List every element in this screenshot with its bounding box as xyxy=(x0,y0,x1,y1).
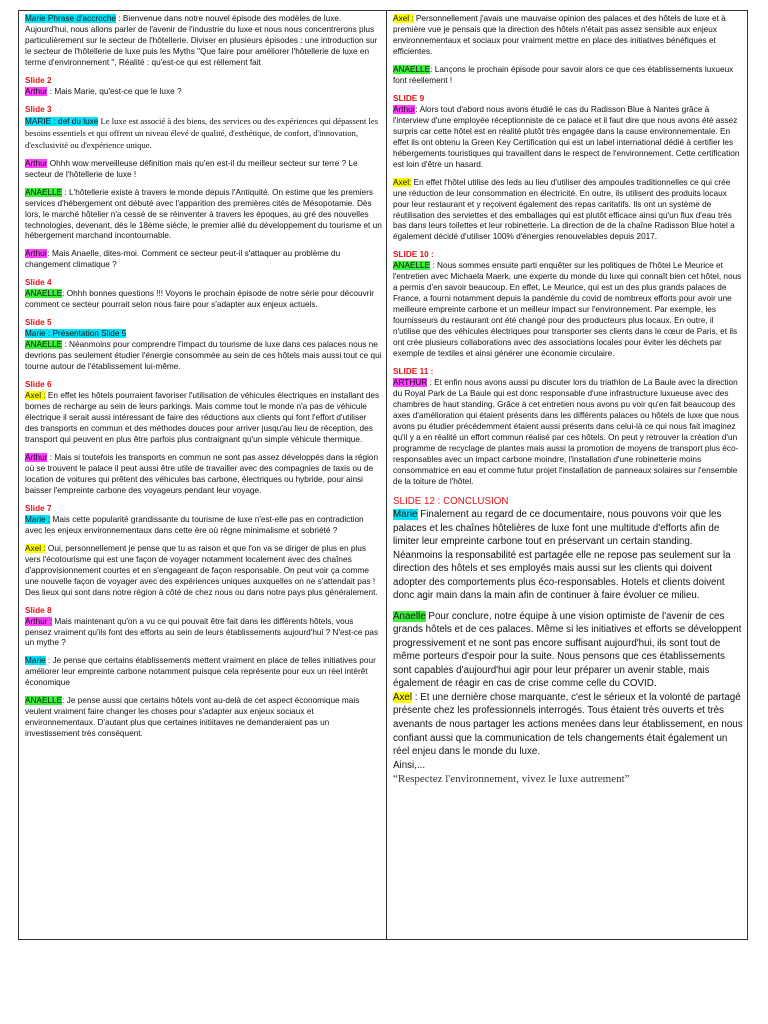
paragraph-text: : Et enfin nous avons aussi pu discuter lors du triathlon de La Baule avec la direction du Royal Park de La Baule qui est donc responsable d'une infrastructure luxueuse avec des chambres de haut standing. Grâce à cet entretien nous avons pu voir qu'en fait beaucoup des axes d'amélioration qui étaient présents dans les différents palaces ou hôtels de luxe que nous avons pu étudier précédemment étaient aussi présents dans celui-là ce qui nous fait imaginez qu'il y a en réalité un effort commun réalisé par ces hôtels. On peut y retrouver la création d'un programme de recyclage de plantes mais aussi la promotion de moyens de transport plus éco-responsables avec un impact carbone moindre, l'installation d'une robinetterie moins consommatrice en eau et comme futur projet l'installation de panneaux solaires sur l'ensemble de la toiture de l'hôtel. xyxy=(393,378,739,486)
speaker-label: Axel xyxy=(393,691,413,703)
paragraph xyxy=(25,329,382,340)
speaker-label: Arthur xyxy=(25,249,48,259)
paragraph-text: Oui, personnellement je pense que tu as raison et que l'on va se diriger de plus en plus vers l'écotourisme qui est une façon de voyager notamment localement avec des chaînes d'approvisionnement courtes et en s'engageant de façon responsable. On peut voir ça comme une nouvelle façon de voyager avec des expériences uniques auxquelles on ne s'attendait pas ! Des lieux qui sont dans notre région à côté de chez nous ou dans notre pays plus généralement. xyxy=(25,543,378,597)
paragraph xyxy=(25,340,382,373)
speaker-label: MARIE : def du luxe xyxy=(25,116,99,126)
speaker-label: ANAELLE xyxy=(25,696,63,706)
speaker-label: Marie Phrase d'accroche xyxy=(25,14,116,23)
speaker-label: Axel : xyxy=(25,391,46,401)
paragraph xyxy=(25,453,382,497)
speaker-label: Arthur xyxy=(393,104,416,114)
paragraph-text: : Je pense aussi que certains hôtels vont au-delà de cet aspect économique mais veulent vraiment faire changer les choses pour s'adapter aux enjeux sociaux et environnementaux. D'autant plus que certaines initiitaves ne demanderaient pas un investissement très conséquent. xyxy=(25,696,360,739)
closing-text: Ainsi,... xyxy=(393,759,426,771)
paragraph xyxy=(393,610,743,691)
paragraph xyxy=(25,249,382,271)
speaker-label: Arthur : xyxy=(25,616,53,626)
paragraph xyxy=(393,105,743,171)
paragraph-text: : Néanmoins pour comprendre l'impact du tourisme de luxe dans ces palaces nous ne devrions pas seulement étudier l'énergie consommée au sein de ces hôtels mais aussi tout ce qui tourne autour de l'établissement lui-même. xyxy=(25,340,382,372)
paragraph-text: En effet les hôtels pourraient favoriser l'utilisation de véhicules électriques en installant des bornes de recharge au sein de leurs parkings. Mais comme tout le monde n'a pas de véhicule électrique il serait aussi intéressant de faire des réductions aux clients qui font l'effort d'utiliser des transports en commun et des méthodes douces pour arriver jusqu'au lieu de réception, des transport qui peuvent en plus être parfois plus contraignant qu'un simple véhicule thermique. xyxy=(25,391,380,444)
paragraph-text: : Bienvenue dans notre nouvel épisode des modèles de luxe. Aujourd'hui, nous allons parler de l'avenir de l'industrie du luxe et nous nous concentrerons plus particulièrement sur le secteur de l'hôtellerie. Diviser en plusieurs épisodes : une introduction sur le secteur de l'hôtellerie de luxe puis les Myths "Que faire pour améliorer l'hôtellerie de luxe en terme d'environnement ", Réalité : qu'est-ce qui est rèllement fait xyxy=(25,14,378,67)
paragraph xyxy=(25,289,382,311)
paragraph-text: Le luxe est associé à des biens, des services ou des expériences qui dépassent les besoins essentiels et qui offrent un niveau élevé de qualité, d'esthétique, de confort, d'innovation, d'exclusivité ou d'expérience unique. xyxy=(25,115,379,150)
transcript-page xyxy=(18,10,748,940)
paragraph-text: Mais maintenant qu'on a vu ce qui pouvait être fait dans les différents hôtels, vous pensez vraiment qu'ils font des efforts au sein de leurs établissements aujourd'hui ? N'est-ce pas un mythe ? xyxy=(25,616,379,648)
paragraph xyxy=(25,515,382,537)
slide-heading: Slide 3 xyxy=(25,104,52,114)
paragraph xyxy=(393,378,743,488)
speaker-label: Marie xyxy=(25,656,46,666)
speaker-label: Axel : xyxy=(393,14,414,23)
speaker-label: Axel : xyxy=(25,543,46,553)
paragraph-text: Personnellement j'avais une mauvaise opinion des palaces et des hôtels de luxe et à première vue je pensais que la direction des hôtels n'était pas assez sensible aux enjeux environnementaux et sociaux pour vraiment mettre en place des initiatives bénéfiques et efficientes. xyxy=(393,14,726,56)
paragraph xyxy=(25,14,382,69)
speaker-label: ANAELLE xyxy=(393,64,431,74)
paragraph xyxy=(25,116,382,152)
paragraph-text: Mais cette popularité grandissante du tourisme de luxe n'est-elle pas en contradiction avec les enjeux environnementaux dans cette ère où règne minimalisme et sobriété ? xyxy=(25,514,364,535)
left-column xyxy=(19,11,387,939)
paragraph-text: : Lançons le prochain épisode pour savoir alors ce que ces établissements luxueux font réellement ! xyxy=(393,64,734,85)
paragraph-text: Finalement au regard de ce documentaire, nous pouvons voir que les palaces et les chaînes hôtelières de luxe font une multitude d'efforts afin de limiter leur empreinte carbone tout en préservant un certain standing. Néanmoins la responsabilité est partagée elle ne repose pas seulement sur la direction des hôtels et ses employés mais aussi sur les clients qui doivent adopter des comportements plus éco-responsables. Hotels et clients doivent donc agir main dans la main afin de continuer à faire évoluer ce milieu. xyxy=(393,509,731,602)
speaker-label: ARTHUR xyxy=(393,378,428,388)
paragraph-text: : Mais si toutefois les transports en commun ne sont pas assez développés dans la région où se trouvent le palace il peut aussi être utile de travailler avec des compagnies de taxis ou de location de voitures qui prêtent des véhicules bas carbone, électriques ou hybride, pour ainsi baisser l'empreinte carbone des voyageurs pendant leur voyage. xyxy=(25,452,379,495)
speaker-label: Marie : xyxy=(25,514,51,524)
slide-heading: Slide 2 xyxy=(25,75,52,85)
speaker-label: ANAELLE xyxy=(25,340,63,350)
slide-heading: SLIDE 11 : xyxy=(393,367,434,377)
speaker-label: Marie : Présentation Slide 5 xyxy=(25,329,127,339)
paragraph xyxy=(393,261,743,360)
slide-heading: Slide 5 xyxy=(25,318,52,328)
paragraph-text: : Mais Anaelle, dites-moi. Comment ce secteur peut-il s'attaquer au problème du changement climatique ? xyxy=(25,249,341,270)
speaker-label: ANAELLE xyxy=(25,289,63,299)
speaker-label: Anaelle xyxy=(393,610,426,622)
paragraph-text: : Mais Marie, qu'est-ce que le luxe ? xyxy=(47,86,182,96)
paragraph xyxy=(25,544,382,599)
paragraph-text: : L'hôtellerie existe à travers le monde depuis l'Antiquité. On estime que les premiers services d'hébergement ont débuté avec l'apparition des premières cités de Mésopotamie. Dès lors, le marché hôtelier n'a cessé de se réinventer à travers les époques, au gré des nouvelles technologies, devenant, dès le 18ème siècle, le premier allié du développement du tourisme et un hébergement marchand incontournable. xyxy=(25,187,382,241)
paragraph-text: : Ohhh bonnes questions !!! Voyons le prochain épisode de notre série pour découvrir comment ce secteur pourrait selon nous faire pour s'adapter aux enjeux actuels. xyxy=(25,289,375,310)
slide-heading: SLIDE 9 xyxy=(393,93,425,103)
speaker-label: Arthur xyxy=(25,158,48,168)
right-column xyxy=(387,11,747,939)
paragraph xyxy=(25,656,382,689)
paragraph xyxy=(393,178,743,244)
paragraph-text: : Je pense que certains établissements mettent vraiment en place de telles initiatives pour améliorer leur empreinte carbone notamment puisque cela représente pour eux un réel intérêt économique xyxy=(25,656,376,688)
paragraph xyxy=(25,87,382,98)
paragraph xyxy=(25,188,382,243)
speaker-label: Arthur xyxy=(25,86,48,96)
paragraph xyxy=(393,65,743,87)
paragraph xyxy=(393,691,743,759)
paragraph xyxy=(393,508,743,603)
paragraph-text: En effet l'hôtel utilise des leds au lieu d'utiliser des ampoules traditionnelles ce qui crée une réduction de leur consommation en électricité. En outre, ils utilisent des produits locaux pour leur restaurant et y reçoivent également des repas caritatifs. Ils ont un système de réutilisation des serviettes et des emballages qui est plutôt efficace ainsi qu'un flux d'eau très bas dans leurs toilettes et leur robinetterie. La direction de de la chaîne Radisson Blue hotel a également décidé d'utiliser 100% d'énergies renouvelables depuis 2017. xyxy=(393,177,735,242)
closing-quote: “Respectez l'environnement, vivez le luxe autrement” xyxy=(393,773,630,786)
paragraph xyxy=(393,14,743,58)
slide-heading: Slide 8 xyxy=(25,605,52,615)
paragraph-text: Pour conclure, notre équipe à une vision optimiste de l'avenir de ces grands hôtels et de ces palaces. Même si les initiatives et efforts se développent progressivement et ne sont pas encore suffisant aujourd'hui, ils sont tout de même porteurs d'espoir pour la suite. Nous pensons que ces établissements sont capables d'aujourd'hui agir pour leur préparer un avenir stable, mais également de réagir en cas de crise comme celle du COVID. xyxy=(393,610,742,690)
slide-heading: Slide 6 xyxy=(25,380,52,390)
paragraph xyxy=(25,391,382,446)
slide-heading: SLIDE 12 : CONCLUSION xyxy=(393,495,509,507)
speaker-label: Axel: xyxy=(393,177,412,187)
speaker-label: Arthur xyxy=(25,452,48,462)
paragraph xyxy=(25,617,382,650)
paragraph-text: : Alors tout d'abord nous avons étudié le cas du Radisson Blue à Nantes grâce à l'interview d'une employée réceptionniste de ce palace et il faut dire que nous avons été assez surpris car cette hôtel est en réalité plutôt très engagée dans la cause environnementale. En effet ils ont obtenu la Green Key Certification qui est un label international dédié à certifier les hébergements touristiques qui travaillent dans le respect de l'environnement. Cette certification est loin d'être un hasard. xyxy=(393,104,740,169)
slide-heading: Slide 7 xyxy=(25,503,52,513)
slide-heading: Slide 4 xyxy=(25,278,52,288)
speaker-label: ANAELLE xyxy=(393,261,431,271)
paragraph-text: : Et une dernière chose marquante, c'est le sérieux et la volonté de partagé présente chez les professionnels interrogés. Tous étaient très ouverts et très avenants de nous partager les actions menées dans leur établissement, en nous confiant aussi que la communication de tels changements était également un réel enjeu dans le monde du luxe. xyxy=(393,691,743,758)
paragraph-text: : Nous sommes ensuite parti enquêter sur les politiques de l'hôtel Le Meurice et l'entretien avec Michaela Maerk, une experte du monde du luxe qui connaît bien cet hôtel, nous a permis d'en savoir beaucoup. En effet, Le Meurice, qui est un des plus grands palaces de France, a fourni notamment depuis la pandémie du covid de nombreux efforts pour avoir une meilleure empreinte carbone et un meilleur impact sur l'environnement. Par exemple, les fournisseurs du restaurant ont été changé pour des producteurs plus locaux. En outre, il n'utilise que des véhicules électriques pour transporter ses clients dans le cœur de Paris, et ils ont crée plusieurs collaborations avec des associations locales pour éviter les déchets par exemple de textiles et ainsi générer une économie circulaire. xyxy=(393,261,742,359)
paragraph xyxy=(25,159,382,181)
paragraph-text: Ohhh wow merveilleuse définition mais qu'en est-il du meilleur secteur sur terre ? Le secteur de l'hôtellerie de luxe ! xyxy=(25,158,358,179)
speaker-label: Marie xyxy=(393,509,418,521)
paragraph xyxy=(25,696,382,740)
speaker-label: ANAELLE xyxy=(25,187,63,197)
slide-heading: SLIDE 10 : xyxy=(393,250,434,260)
